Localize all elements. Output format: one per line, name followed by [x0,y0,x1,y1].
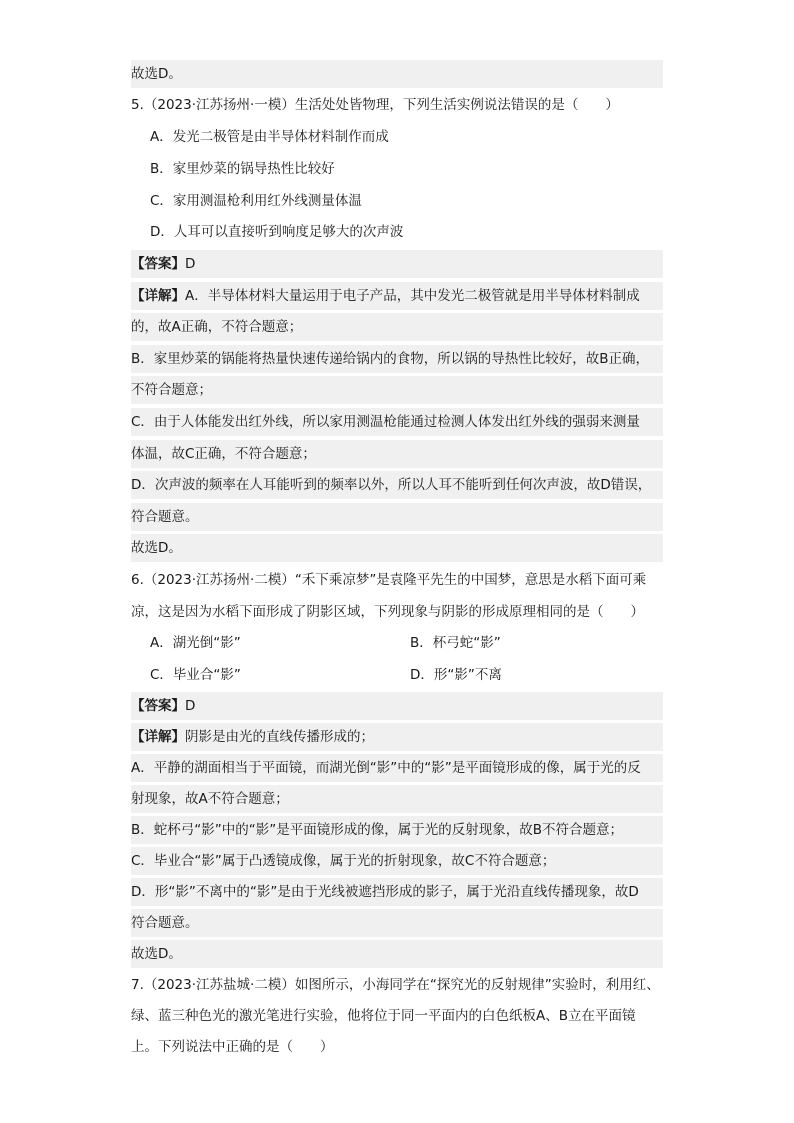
question-5-detail-line: D．次声波的频率在人耳能听到的频率以外，所以人耳不能听到任何次声波，故D错误， [131,471,663,499]
question-5-detail-line: 符合题意。 [131,503,663,531]
detail-text: 阴影是由光的直线传播形成的； [185,729,374,745]
detail-label: 【详解】 [131,288,185,304]
question-7-stem: 上。下列说法中正确的是（ ） [131,1039,334,1055]
question-5-detail-line: B．家里炒菜的锅能将热量快速传递给锅内的食物，所以锅的导热性比较好，故B正确， [131,345,663,373]
detail-label: 【详解】 [131,729,185,745]
question-5-detail-line: 不符合题意； [131,376,663,404]
answer-label: 【答案】 [131,698,185,714]
question-6-detail-line: D．形“影”不离中的“影”是由于光线被遮挡形成的影子，属于光沿直线传播现象，故D [131,878,663,906]
question-6-option-c: C．毕业合“影” [150,667,241,683]
question-5-option-d: D．人耳可以直接听到响度足够大的次声波 [150,224,404,240]
question-5-detail-line [131,282,663,310]
question-6-stem: 6.（2023·江苏扬州·二模）“禾下乘凉梦”是袁隆平先生的中国梦，意思是水稻下面可乘 [131,572,647,588]
question-5-detail-line: C．由于人体能发出红外线，所以家用测温枪能通过检测人体发出红外线的强弱来测量 [131,408,663,436]
question-6-option-b: B．杯弓蛇“影” [410,635,501,651]
question-5-stem: 5.（2023·江苏扬州·一模）生活处处皆物理，下列生活实例说法错误的是（ ） [131,97,619,113]
answer-label: 【答案】 [131,256,185,272]
answer-value: D [185,256,196,272]
question-6-detail-line: 符合题意。 [131,909,663,937]
question-6-detail-line: C．毕业合“影”属于凸透镜成像，属于光的折射现象，故C不符合题意； [131,847,663,875]
question-5-option-c: C．家用测温枪利用红外线测量体温 [150,193,362,209]
question-6-detail-line: B．蛇杯弓“影”中的“影”是平面镜形成的像，属于光的反射现象，故B不符合题意； [131,816,663,844]
question-7-stem: 绿、蓝三种色光的激光笔进行实验，他将位于同一平面内的白色纸板A、B立在平面镜 [131,1008,636,1024]
question-6-detail-line [131,723,663,751]
conclusion-text: 故选D。 [131,534,663,562]
question-5-detail-line: 体温，故C正确，不符合题意； [131,440,663,468]
conclusion-text: 故选D。 [131,60,663,88]
answer-value: D [185,698,196,714]
detail-text: A．半导体材料大量运用于电子产品，其中发光二极管就是用半导体材料制成 [185,288,640,304]
question-5-option-a: A．发光二极管是由半导体材料制作而成 [150,129,389,145]
question-5-detail-line: 的，故A正确，不符合题意； [131,313,663,341]
question-6-detail-line: A．平静的湖面相当于平面镜，而湖光倒“影”中的“影”是平面镜形成的像，属于光的反 [131,754,663,782]
question-6-detail-line: 射现象，故A不符合题意； [131,785,663,813]
question-6-option-d: D．形“影”不离 [410,667,502,683]
question-5-answer [131,250,663,278]
question-6-answer [131,692,663,720]
question-6-option-a: A．湖光倒“影” [150,635,241,651]
question-6-stem: 凉，这是因为水稻下面形成了阴影区域，下列现象与阴影的形成原理相同的是（ ） [131,604,644,620]
conclusion-text: 故选D。 [131,940,663,968]
question-7-stem: 7.（2023·江苏盐城·二模）如图所示，小海同学在“探究光的反射规律”实验时，利用红、 [131,977,660,993]
question-5-option-b: B．家里炒菜的锅导热性比较好 [150,161,335,177]
